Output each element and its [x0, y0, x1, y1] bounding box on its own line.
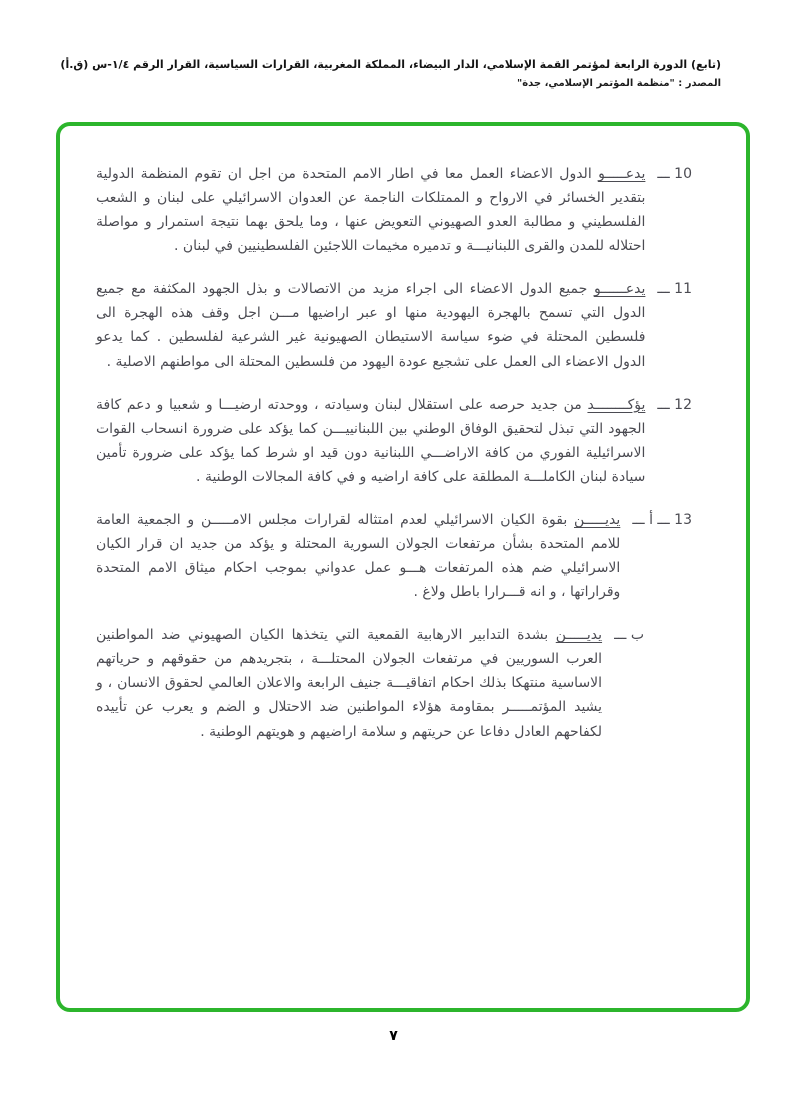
item-body: الدول الاعضاء العمل معا في اطار الامم المتحدة من اجل ان تقوم المنظمة الدولية بتقدير الخسائر في الارواح و الممتلكات الناجمة عن العدوان الاسرائيلي على لبنان و الشعب الفلسطيني و مطالبة العدو الصهيوني التعويض عنها ، وما يلحق بهما نتيجة استمرار و مواصلة احتلاله للمدن والقرى اللبنانيـــة و تدميره مخيمات اللاجئين الفلسطينيين في لبنان .: [96, 166, 646, 255]
item-text: [96, 508, 620, 604]
item-text: [96, 623, 602, 743]
resolution-item-13a: [96, 508, 692, 604]
resolution-item-13b: [96, 623, 644, 743]
item-text: [96, 277, 645, 373]
item-lead-word: يدعــــــو: [593, 281, 646, 298]
item-text: [96, 162, 645, 258]
item-text: [96, 393, 645, 489]
green-border-box: [56, 122, 750, 1012]
item-body: من جديد حرصه على استقلال لبنان وسيادته ، ووحدته ارضيـــا و شعبيا و دعم كافة الجهود التي تبذل لتحقيق الوفاق الوطني بين اللبنانييـــن كما يؤكد على ضرورة انسحاب القوات الاسرائيلية الفوري من كافة الاراضـــي اللبنانية دون قيد او شرط كما يؤكد على ضرورة تأمين سيادة لبنان الكاملـــة المطلقة على كافة اراضيه و في كافة المجالات الوطنية .: [96, 396, 646, 485]
resolution-item-12: [96, 393, 692, 489]
item-body: بقوة الكيان الاسرائيلي لعدم امتثاله لقرارات مجلس الامـــــن و الجمعية العامة للامم المتحدة بشأن مرتفعات الجولان السورية المحتلة و يؤكد من جديد ان قرار الكيان الاسرائيلي ضم هذه المرتفعات هـــو عمل عدواني بموجب احكام ميثاق الامم المتحدة وقراراتها ، و انه قـــرارا باطل ولاغ .: [96, 511, 621, 601]
item-body: جميع الدول الاعضاء الى اجراء مزيد من الاتصالات و بذل الجهود المكثفة مع جميع الدول التي تسمح بالهجرة اليهودية منها او عبر اراضيها مـــن اجل وقف هذه الهجرة الى فلسطين المحتلة في ضوء سياسة الاستيطان الصهيونية غير الشرعية لفلسطين . كما يدعو الدول الاعضاء الى العمل على تشجيع عودة اليهود من فلسطين المحتلة الى مواطنهم الاصلية .: [96, 281, 646, 370]
resolution-list: [96, 162, 692, 744]
item-marker: 13 ـــ أ ـــ: [632, 511, 692, 528]
resolution-item-11: [96, 277, 692, 373]
item-marker: 10 ـــ: [657, 166, 692, 182]
resolution-item-10: [96, 162, 692, 258]
item-marker: ب ـــ: [614, 627, 644, 644]
item-lead-word: يؤكــــــــد: [587, 396, 646, 413]
item-lead-word: يديـــــن: [574, 511, 621, 528]
header-title: (تابع) الدورة الرابعة لمؤتمر القمة الإسلامي، الدار البيضاء، المملكة المغربية، القرارات السياسية، القرار الرقم ١/٤-س (ق.أ): [60, 58, 721, 71]
document-header: [20, 58, 721, 89]
item-body: بشدة التدابير الارهابية القمعية التي يتخذها الكيان الصهيوني ضد المواطنين العرب السوريين في مرتفعات الجولان المحتلـــة ، بتجريدهم من حقوقهم و حرياتهم الاساسية منتهكا بذلك احكام اتفاقيـــة جنيف الرابعة والاعلان العالمي لحقوق الانسان ، و يشيد المؤتمـــــر بمقاومة هؤلاء المواطنين ضد الاحتلال و الضم و يعرب عن تأييده لكفاحهم العادل دفاعا عن حريتهم و سلامة اراضيهم و هويتهم الوطنية .: [96, 627, 603, 740]
header-source: المصدر : "منظمة المؤتمر الإسلامي، جدة": [516, 78, 721, 89]
item-lead-word: يديـــــن: [555, 627, 603, 644]
page-number: ٧: [389, 1028, 398, 1044]
item-marker: 11 ـــ: [657, 281, 692, 298]
item-marker: 12 ـــ: [657, 396, 692, 413]
item-lead-word: يدعـــــو: [598, 166, 646, 182]
